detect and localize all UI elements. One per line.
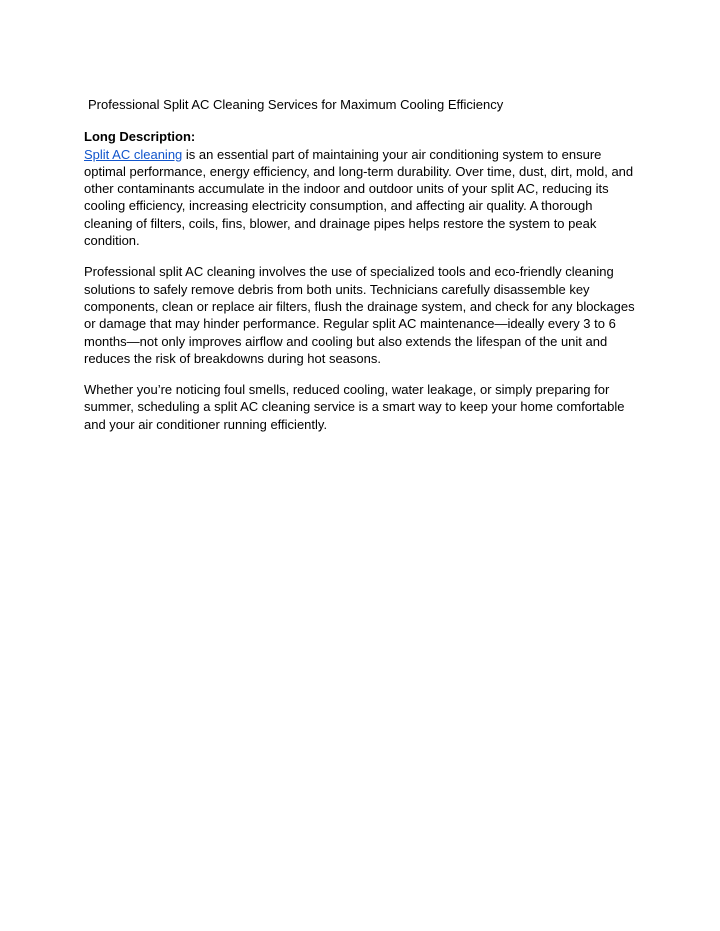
paragraph-2: Professional split AC cleaning involves the use of specialized tools and eco-friendly cleaning solutions to safely remove debris from both units. Technicians carefully disassemble key components, clean or replace air filters, flush the drainage system, and check for any blockages or damage that may hinder performance. Regular split AC maintenance—ideally every 3 to 6 months—not only improves airflow and cooling but also extends the lifespan of the unit and reduces the risk of breakdowns during hot seasons. — [84, 264, 635, 366]
paragraph-3: Whether you’re noticing foul smells, reduced cooling, water leakage, or simply preparing for summer, scheduling a split AC cleaning service is a smart way to keep your home comfortable and your air conditioner running efficiently. — [84, 382, 625, 432]
long-description-label: Long Description: — [84, 129, 196, 145]
split-ac-cleaning-link[interactable]: Split AC cleaning — [84, 146, 183, 162]
paragraph-1 — [84, 128, 640, 249]
paragraph-1-text: is an essential part of maintaining your air conditioning system to ensure optimal performance, energy efficiency, and long-term durability. Over time, dust, dirt, mold, and other contaminants accumulate in the indoor and outdoor units of your split AC, reducing its cooling efficiency, increasing electricity consumption, and affecting air quality. A thorough cleaning of filters, coils, fins, blower, and drainage pipes helps restore the system to peak condition. — [84, 146, 634, 249]
document-title: Professional Split AC Cleaning Services for Maximum Cooling Efficiency — [88, 97, 504, 112]
document-body — [84, 96, 640, 447]
